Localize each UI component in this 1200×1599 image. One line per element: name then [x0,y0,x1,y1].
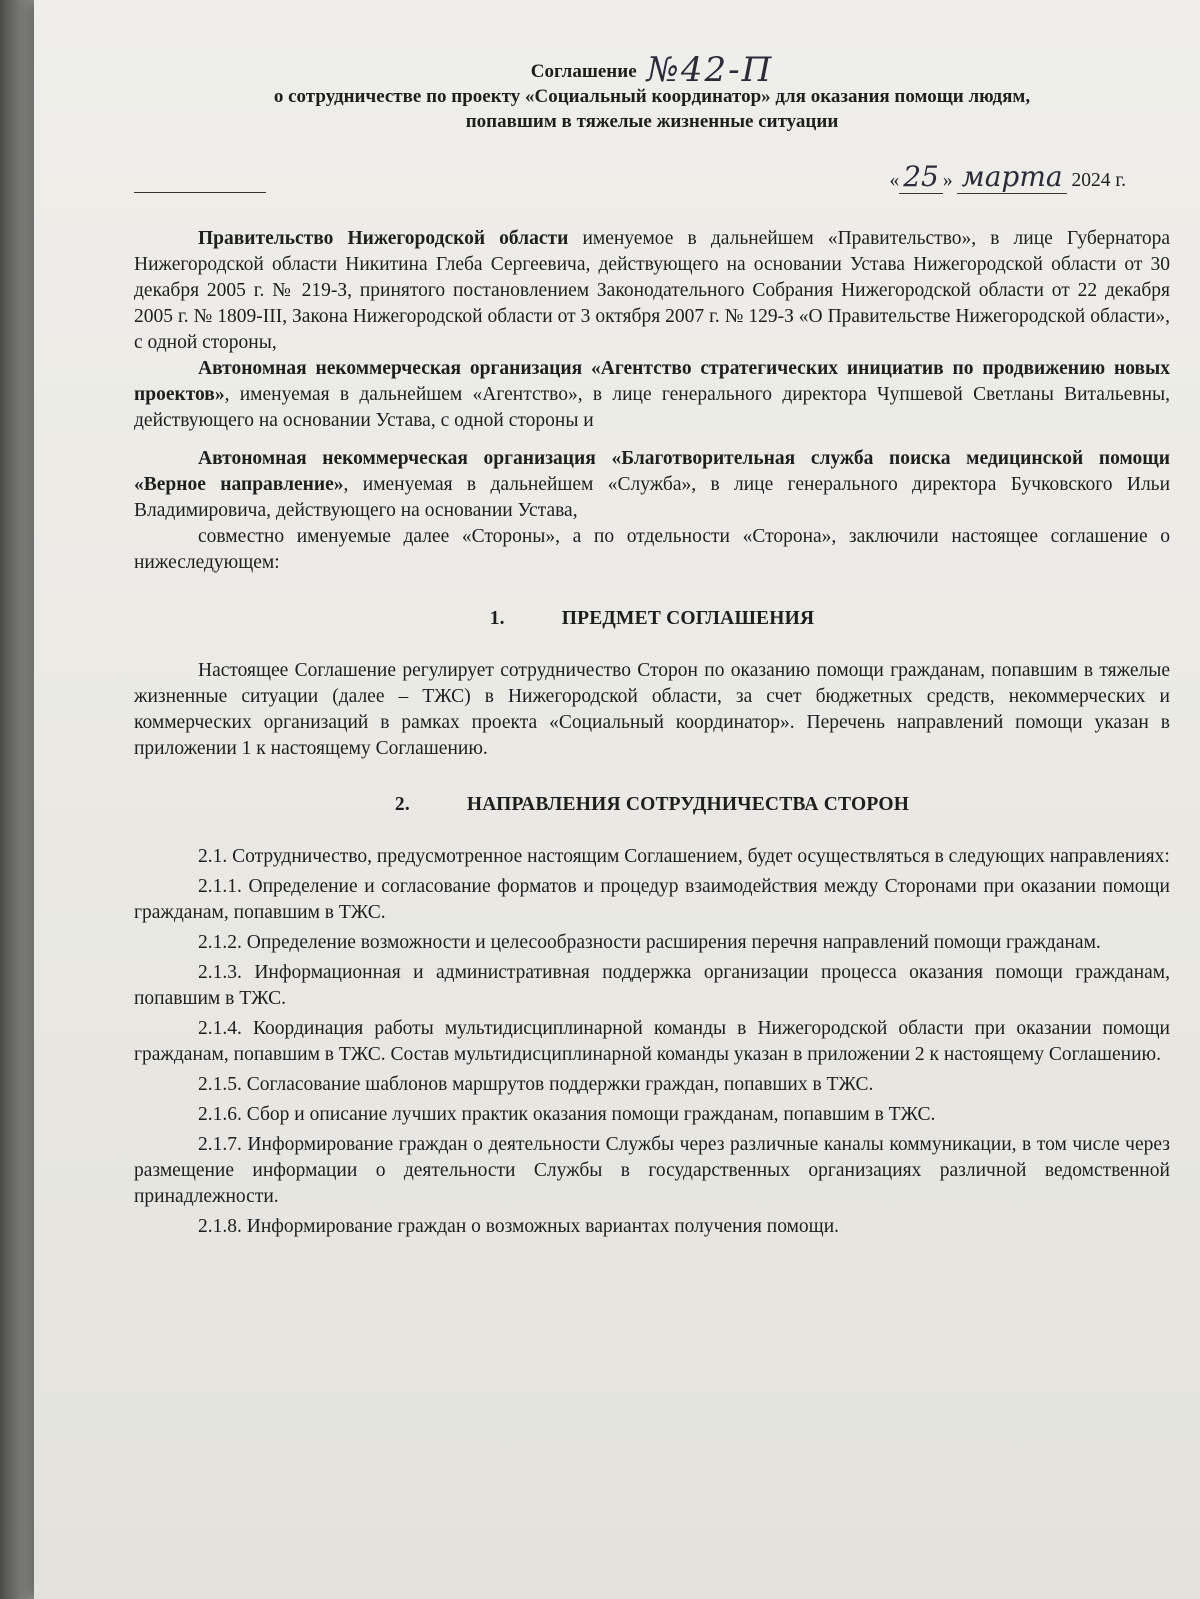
document-body [134,50,1171,1244]
place-blank-line [134,192,266,193]
place-date-row [134,160,1170,204]
section-2-number: 2. [394,794,410,815]
party-agency [134,356,1170,434]
clause-2-1-6: 2.1.6. Сбор и описание лучших практик оказания помощи гражданам, попавшим в ТЖС. [198,1104,936,1125]
clause-2-1-7: 2.1.7. Информирование граждан о деятельности Службы через различные каналы коммуникации, в том числе через размещение информации о деятельности Службы в государственных организациях различной ведомственной принадлежности. [134,1134,1170,1207]
party-service [134,446,1170,524]
clause-2-1-4: 2.1.4. Координация работы мультидисциплинарной команды в Нижегородской области при оказании помощи гражданам, попавшим в ТЖС. Состав мультидисциплинарной команды указан в приложении 2 к настоящему Соглашению. [134,1018,1170,1065]
date-year: 2024 г. [1071,170,1126,191]
document-subtitle-line-2: попавшим в тяжелые жизненные ситуации [465,111,839,132]
date-open-quote: « [889,170,900,191]
document-subtitle-line-1: о сотрудничестве по проекту «Социальный координатор» для оказания помощи людям, [273,86,1031,107]
document-page [34,0,1200,1599]
clause-2-1-1: 2.1.1. Определение и согласование форматов и процедур взаимодействия между Сторонами при оказании помощи гражданам, попавшим в ТЖС. [134,876,1170,923]
clause-2-1-5: 2.1.5. Согласование шаблонов маршрутов поддержки граждан, попавших в ТЖС. [198,1074,874,1095]
section-1-title: ПРЕДМЕТ СОГЛАШЕНИЯ [561,608,815,629]
parties-joint-clause: совместно именуемые далее «Стороны», а по отдельности «Сторона», заключили настоящее соглашение о нижеследующем: [134,526,1170,573]
party-government-name: Правительство Нижегородской области [198,228,569,249]
party-government-details: именуемое в дальнейшем «Правительство», в лице Губернатора Нижегородской области Никитина Глеба Сергеевича, действующего на основании Устава Нижегородской области от 30 декабря 2005 г. № 219-З, принятого постановлением Законодательного Собрания Нижегородской области от 22 декабря 2005 г. № 1809-III, Закона Нижегородской области от 3 октября 2007 г. № 129-З «О Правительстве Нижегородской области», с одной стороны, [134,228,1170,353]
clause-2-1-3: 2.1.3. Информационная и административная поддержка организации процесса оказания помощи гражданам, попавшим в ТЖС. [134,962,1170,1009]
party-agency-details: , именуемая в дальнейшем «Агентство», в лице генерального директора Чупшевой Светланы Витальевны, действующего на основании Устава, с одной стороны и [134,384,1170,431]
agreement-date [889,160,1126,194]
adjacent-sheet-edge [0,0,34,1599]
clause-2-1: 2.1. Сотрудничество, предусмотренное настоящим Соглашением, будет осуществляться в следующих направлениях: [198,846,1170,867]
title-row [134,50,1170,90]
clause-2-1-2: 2.1.2. Определение возможности и целесообразности расширения перечня направлений помощи гражданам. [198,932,1101,953]
handwritten-day: 25 [899,160,943,194]
party-service-name: Автономная некоммерческая организация «Благотворительная служба поиска медицинской помощи «Верное направление» [134,448,1170,495]
party-government [134,226,1170,356]
section-2-heading [134,792,1170,818]
section-1-heading [134,606,1170,632]
handwritten-month: марта [957,160,1066,194]
party-service-details: , именуемая в дальнейшем «Служба», в лице генерального директора Бучковского Ильи Владимировича, действующего на основании Устава, [134,474,1171,521]
handwritten-agreement-number: №42-П [646,50,774,90]
section-1-text: Настоящее Соглашение регулирует сотрудничество Сторон по оказанию помощи гражданам, попавшим в тяжелые жизненные ситуации (далее – ТЖС) в Нижегородской области, за счет бюджетных средств, некоммерческих и коммерческих организаций в рамках проекта «Социальный координатор». Перечень направлений помощи указан в приложении 1 к настоящему Соглашению. [134,660,1170,759]
document-header [134,50,1170,134]
clause-2-1-8: 2.1.8. Информирование граждан о возможных вариантах получения помощи. [198,1216,840,1237]
date-close-quote: » [942,170,953,191]
document-title: Соглашение [530,61,637,82]
section-1-number: 1. [489,608,505,629]
section-2-title: НАПРАВЛЕНИЯ СОТРУДНИЧЕСТВА СТОРОН [466,794,910,815]
party-agency-name: Автономная некоммерческая организация «Агентство стратегических инициатив по продвижению новых проектов» [134,358,1170,405]
